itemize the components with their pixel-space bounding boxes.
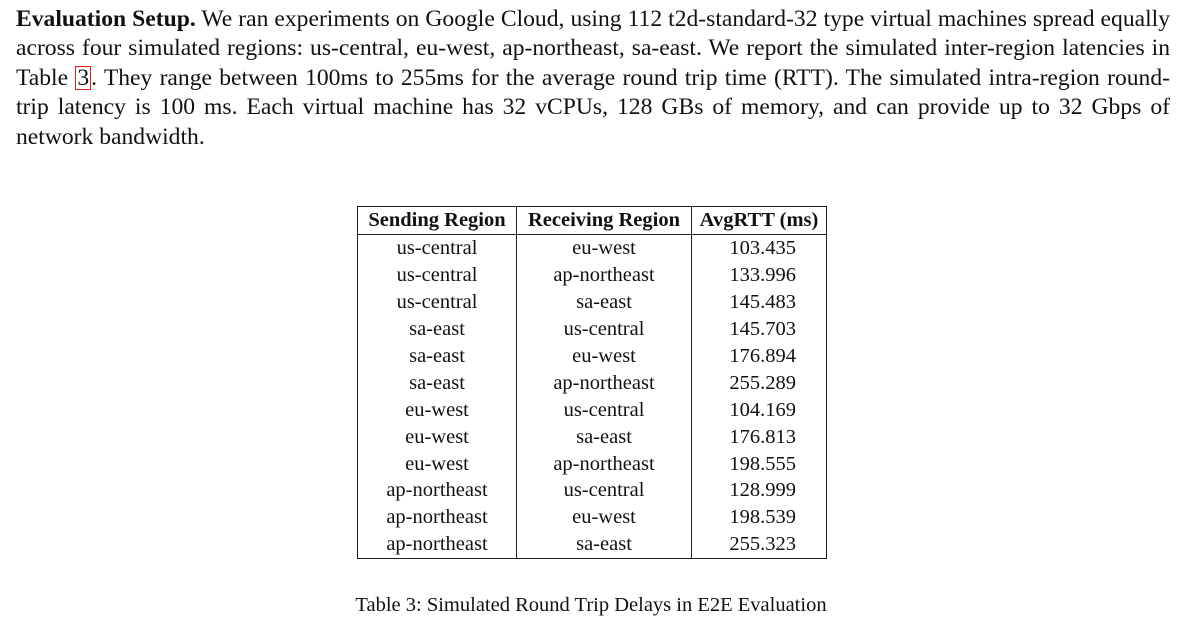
table-row	[358, 504, 827, 531]
table-row	[358, 450, 827, 477]
header-receiving-region: Receiving Region	[517, 207, 692, 235]
cell-receiving-region: ap-northeast	[517, 450, 692, 477]
evaluation-setup-paragraph	[16, 5, 1170, 152]
cell-avg-rtt: 198.555	[692, 450, 827, 477]
table-row	[358, 289, 827, 316]
rtt-table-container	[357, 206, 827, 559]
cell-sending-region: eu-west	[358, 396, 517, 423]
cell-receiving-region: sa-east	[517, 289, 692, 316]
cell-sending-region: us-central	[358, 235, 517, 262]
cell-sending-region: sa-east	[358, 343, 517, 370]
cell-avg-rtt: 133.996	[692, 262, 827, 289]
cell-receiving-region: sa-east	[517, 531, 692, 558]
cell-sending-region: eu-west	[358, 423, 517, 450]
cell-receiving-region: sa-east	[517, 423, 692, 450]
paragraph-text-before-ref: We ran experiments on Google Cloud, using 112 t2d-standard-32 type virtual machines spread equally across four simulated regions: us-central, eu-west, ap-northeast, sa-east. We report the simulated inter-region latencies in Table	[16, 6, 1170, 91]
rtt-table	[357, 206, 827, 559]
cell-avg-rtt: 128.999	[692, 477, 827, 504]
cell-sending-region: ap-northeast	[358, 531, 517, 558]
cell-receiving-region: us-central	[517, 396, 692, 423]
table-body	[358, 235, 827, 559]
cell-receiving-region: eu-west	[517, 235, 692, 262]
cell-receiving-region: eu-west	[517, 504, 692, 531]
paragraph-lead: Evaluation Setup.	[16, 6, 196, 32]
cell-sending-region: us-central	[358, 262, 517, 289]
table-row	[358, 235, 827, 262]
cell-avg-rtt: 145.703	[692, 316, 827, 343]
table-row	[358, 316, 827, 343]
table-row	[358, 531, 827, 558]
cell-avg-rtt: 176.894	[692, 343, 827, 370]
cell-receiving-region: eu-west	[517, 343, 692, 370]
cell-receiving-region: ap-northeast	[517, 262, 692, 289]
cell-sending-region: sa-east	[358, 369, 517, 396]
cell-avg-rtt: 255.323	[692, 531, 827, 558]
cell-avg-rtt: 176.813	[692, 423, 827, 450]
cell-avg-rtt: 145.483	[692, 289, 827, 316]
table-row	[358, 343, 827, 370]
cell-sending-region: ap-northeast	[358, 477, 517, 504]
paragraph-text-after-ref: . They range between 100ms to 255ms for the average round trip time (RTT). The simulated intra-region round-trip latency is 100 ms. Each virtual machine has 32 vCPUs, 128 GBs of memory, and can provide up to 32 Gbps of network bandwidth.	[16, 64, 1171, 150]
table-header-row	[358, 207, 827, 235]
cell-avg-rtt: 103.435	[692, 235, 827, 262]
cell-avg-rtt: 104.169	[692, 396, 827, 423]
cell-avg-rtt: 255.289	[692, 369, 827, 396]
header-avg-rtt: AvgRTT (ms)	[692, 207, 827, 235]
cell-sending-region: ap-northeast	[358, 504, 517, 531]
table-reference-link[interactable]: 3	[77, 64, 90, 91]
cell-avg-rtt: 198.539	[692, 504, 827, 531]
cell-receiving-region: us-central	[517, 477, 692, 504]
table-caption: Table 3: Simulated Round Trip Delays in E2E Evaluation	[355, 594, 827, 616]
table-row	[358, 423, 827, 450]
header-sending-region: Sending Region	[358, 207, 517, 235]
table-row	[358, 477, 827, 504]
table-row	[358, 396, 827, 423]
cell-sending-region: eu-west	[358, 450, 517, 477]
cell-sending-region: us-central	[358, 289, 517, 316]
table-row	[358, 262, 827, 289]
table-row	[358, 369, 827, 396]
cell-receiving-region: us-central	[517, 316, 692, 343]
cell-receiving-region: ap-northeast	[517, 369, 692, 396]
cell-sending-region: sa-east	[358, 316, 517, 343]
